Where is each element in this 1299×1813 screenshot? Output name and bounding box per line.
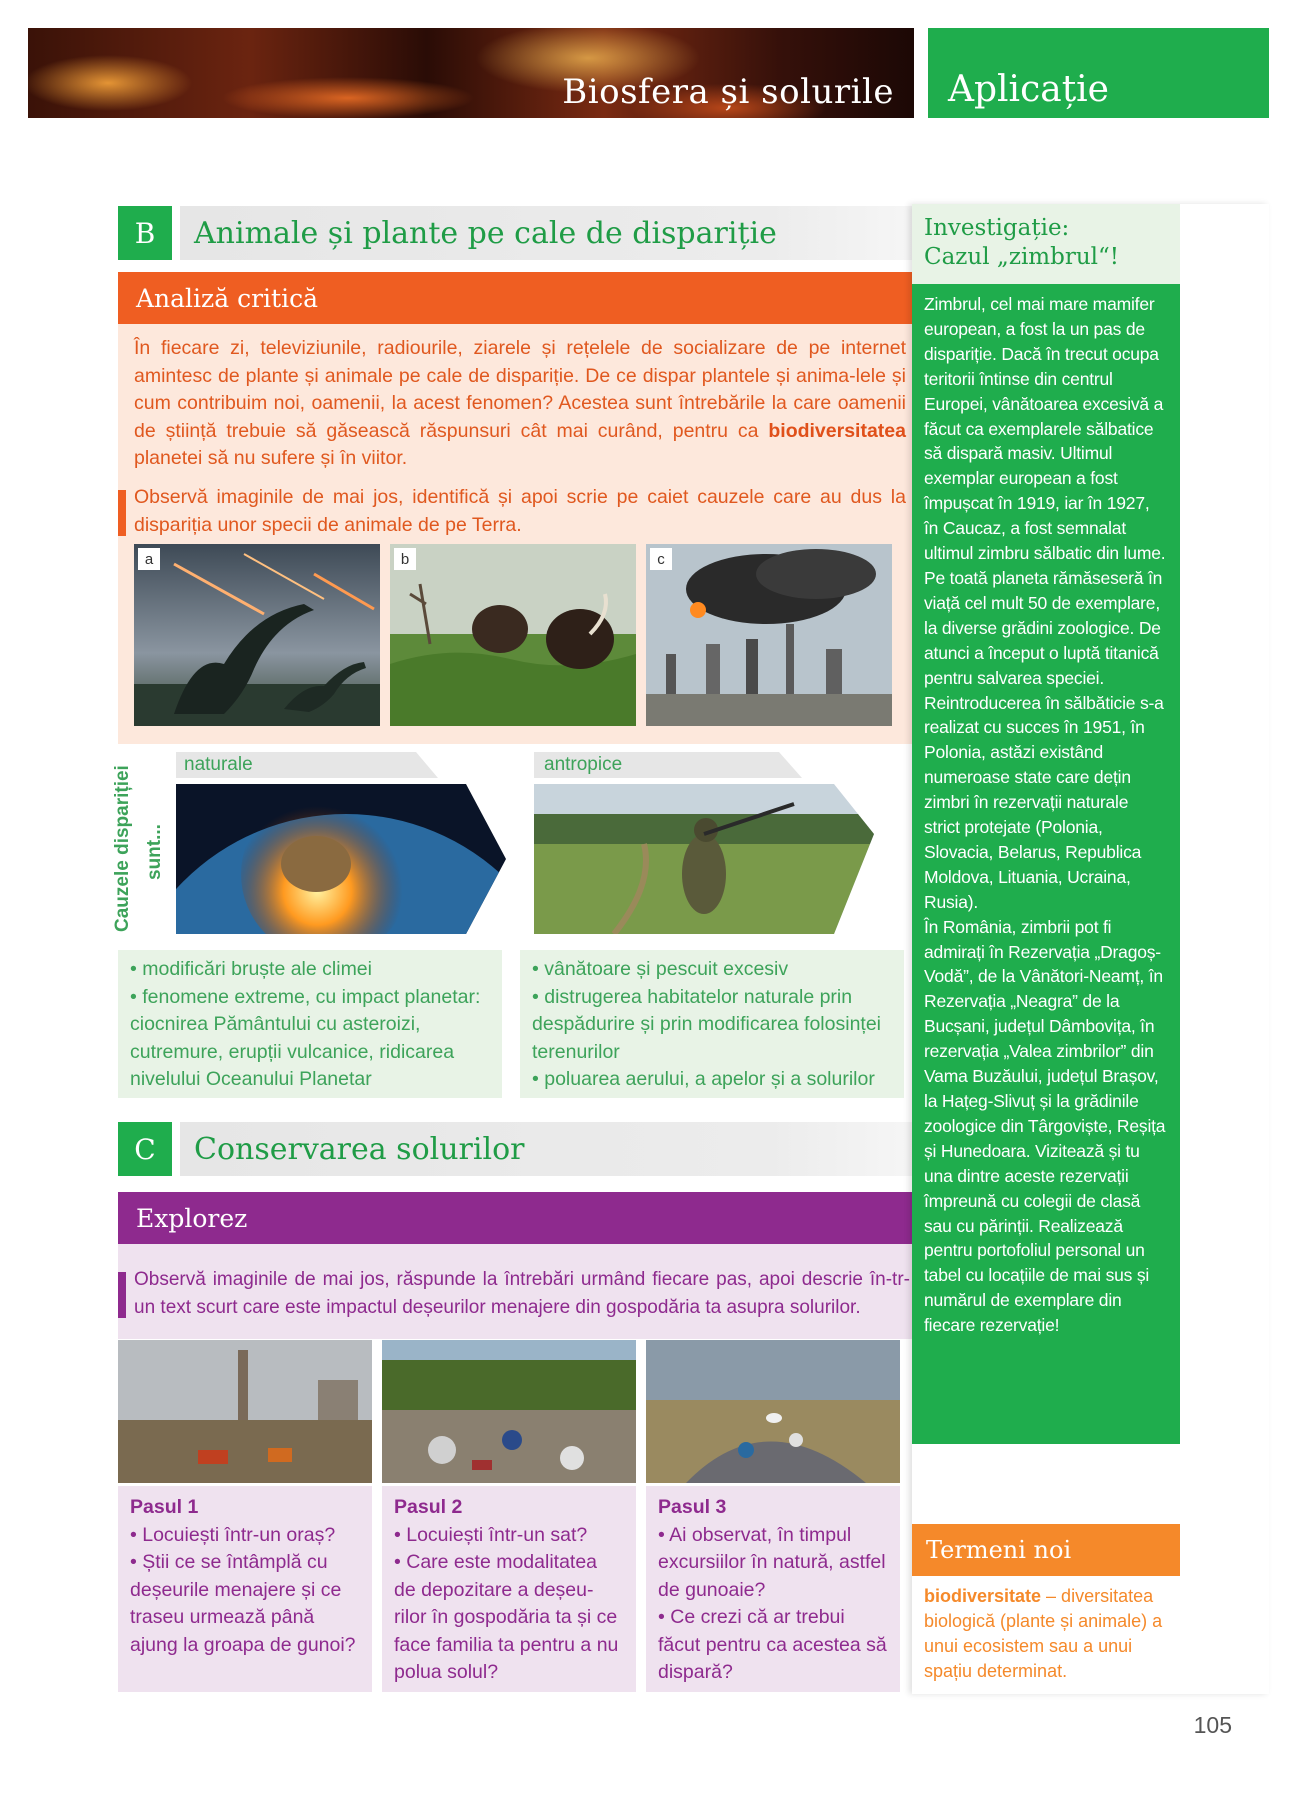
- step-1-box: [118, 1486, 372, 1692]
- analysis-box: [118, 324, 916, 744]
- new-terms-title: Termeni noi: [912, 1524, 1180, 1576]
- analysis-task: Observă imaginile de mai jos, identifică și apoi scrie pe caiet cauzele care au dus la dispariția unor specii de animale de pe Terra.: [134, 486, 906, 536]
- explore-task-marker: [118, 1272, 126, 1318]
- analysis-subhead: Analiză critică: [118, 272, 916, 324]
- causes-label-1: Cauzele dispariției: [112, 765, 133, 932]
- section-b-letter: B: [118, 206, 172, 260]
- step-2-photo: [382, 1340, 636, 1483]
- section-label: Aplicație: [948, 69, 1109, 110]
- page-number: 105: [1193, 1712, 1232, 1738]
- oil-refinery-smoke-image: [646, 544, 892, 726]
- term-definition: – diversitatea biologică (plante și animale) a unui ecosistem sau a unui spațiu determinat.: [924, 1586, 1163, 1681]
- section-c-letter: C: [118, 1122, 172, 1176]
- step-item: • Locuiești într-un sat?: [394, 1523, 588, 1546]
- asteroid-impact-image: [176, 784, 506, 934]
- natural-causes-list: [118, 950, 502, 1098]
- intro-bold-term: biodiversitatea: [768, 419, 906, 442]
- explore-box: [118, 1244, 916, 1339]
- causes-label-2: sunt...: [144, 824, 165, 880]
- mammoth-hunters-image: [390, 544, 636, 726]
- step-item: • Care este modalitatea de depozitare a deșeu-rilor în gospodăria ta și ce face familia ta pentru a nu polua solul?: [394, 1551, 619, 1683]
- section-c-title: Conservarea solurilor: [180, 1122, 916, 1176]
- photo-c: [646, 544, 892, 726]
- step-item: • Ce crezi că ar trebui făcut pentru ca acestea să dispară?: [658, 1606, 887, 1683]
- chapter-banner: [28, 28, 914, 118]
- anthropic-cause-item: • vânătoare și pescuit excesiv: [532, 958, 789, 980]
- new-terms-text: [924, 1584, 1174, 1684]
- chapter-title: Biosfera și solurile: [562, 72, 894, 112]
- step-3-title: Pasul 3: [658, 1496, 727, 1518]
- photo-a: [134, 544, 380, 726]
- section-label-box: [928, 28, 1269, 118]
- step-item: • Ai observat, în timpul excursiilor în natură, astfel de gunoaie?: [658, 1523, 886, 1601]
- step-2-title: Pasul 2: [394, 1496, 463, 1518]
- natural-title: naturale: [184, 754, 253, 775]
- anthropic-cause-item: • poluarea aerului, a apelor și a solurilor: [532, 1068, 875, 1090]
- step-3-photo: [646, 1340, 900, 1483]
- intro-text-end: planetei să nu sufere și în viitor.: [134, 447, 408, 469]
- anthropic-title: antropice: [544, 754, 623, 775]
- natural-cause-item: • modificări bruște ale climei: [130, 958, 372, 980]
- hunter-image: [534, 784, 874, 934]
- photo-b: [390, 544, 636, 726]
- investigation-text: Zimbrul, cel mai mare mamifer european, a fost la un pas de dispariție. Dacă în trecut ocupa teritorii întinse din centrul Europei, vânătoarea excesivă a făcut ca exemplarele sălbatice să dispară masiv. Ultimul exemplar european a fost împușcat în 1919, iar în 1927, în Caucaz, a fost semnalat ultimul zimbru sălbatic din lume. Pe toată planeta rămăseseră în viață cel mult 50 de exemplare, la diverse grădini zoologice. De atunci a început o luptă titanică pentru salvarea speciei. Reintroducerea în sălbăticie s-a realizat cu succes în 1951, în Polonia, astăzi existând numeroase state care dețin zimbri în rezervații naturale strict protejate (Polonia, Slovacia, Belarus, Republica Moldova, Lituania, Ucraina, Rusia). În România, zimbrii pot fi admirați în Rezervația „Dragoș-Vodă”, de la Vânători-Neamț, în Rezervația „Neagra” de la Bucșani, județul Dâmbovița, în rezervația „Valea zimbrilor” din Vama Buzăului, județul Brașov, la Hațeg-Slivuț și la grădinile zoologice din Târgoviște, Reșița și Hunedoara. Vizitează și tu una dintre aceste rezervații împreună cu colegii de clasă sau cu părinții. Realizează pentru portofoliul personal un tabel cu locațiile de mai sus și numărul de exemplare din fiecare rezervație!: [912, 284, 1180, 1444]
- explore-task: Observă imaginile de mai jos, răspunde la întrebări urmând fiecare pas, apoi descrie în-tr-un text scurt care este impactul deșeurilor menajere din gospodăria ta asupra solurilor.: [134, 1269, 910, 1318]
- term-bold: biodiversitate: [924, 1586, 1042, 1606]
- photo-a-label: a: [138, 548, 160, 570]
- analysis-intro: [134, 335, 906, 473]
- section-b-title: Animale și plante pe cale de dispariție: [180, 206, 916, 260]
- step-item: • Știi ce se întâmplă cu deșeurile menajere și ce traseu urmează până ajung la groapa de gunoi?: [130, 1551, 356, 1656]
- natural-cause-item: • fenomene extreme, cu impact planetar: ciocnirea Pământului cu asteroizi, cutremure, erupții vulcanice, ridicarea nivelului Oceanului Planetar: [130, 985, 481, 1090]
- dinosaurs-meteor-image: [134, 544, 380, 726]
- anthropic-causes-card: [534, 752, 874, 934]
- step-1-title: Pasul 1: [130, 1496, 199, 1518]
- explore-subhead: Explorez: [118, 1192, 916, 1244]
- anthropic-cause-item: • distrugerea habitatelor naturale prin despădurire și prin modificarea folosinței terenurilor: [532, 985, 882, 1063]
- step-2-box: [382, 1486, 636, 1692]
- village-dump-image: [382, 1340, 636, 1483]
- photo-c-label: c: [650, 548, 672, 570]
- step-1-photo: [118, 1340, 372, 1483]
- investigation-title: Investigație: Cazul „zimbrul“!: [912, 204, 1180, 284]
- nature-garbage-image: [646, 1340, 900, 1483]
- natural-causes-card: [176, 752, 506, 934]
- step-item: • Locuiești într-un oraș?: [130, 1523, 336, 1546]
- step-3-box: [646, 1486, 900, 1692]
- task-marker: [118, 490, 126, 536]
- city-landfill-image: [118, 1340, 372, 1483]
- photo-b-label: b: [394, 548, 416, 570]
- anthropic-causes-list: [520, 950, 904, 1098]
- intro-text: În fiecare zi, televiziunile, radiourile, ziarele și rețelele de socializare de pe internet amintesc de plante și animale pe cale de dispariție. De ce dispar plantele și anima-lele și cum contribuim noi, oamenii, la acest fenomen? Acestea sunt întrebările la care oamenii de știință trebuie să găsească răspunsuri cât mai curând, pentru ca: [134, 337, 906, 442]
